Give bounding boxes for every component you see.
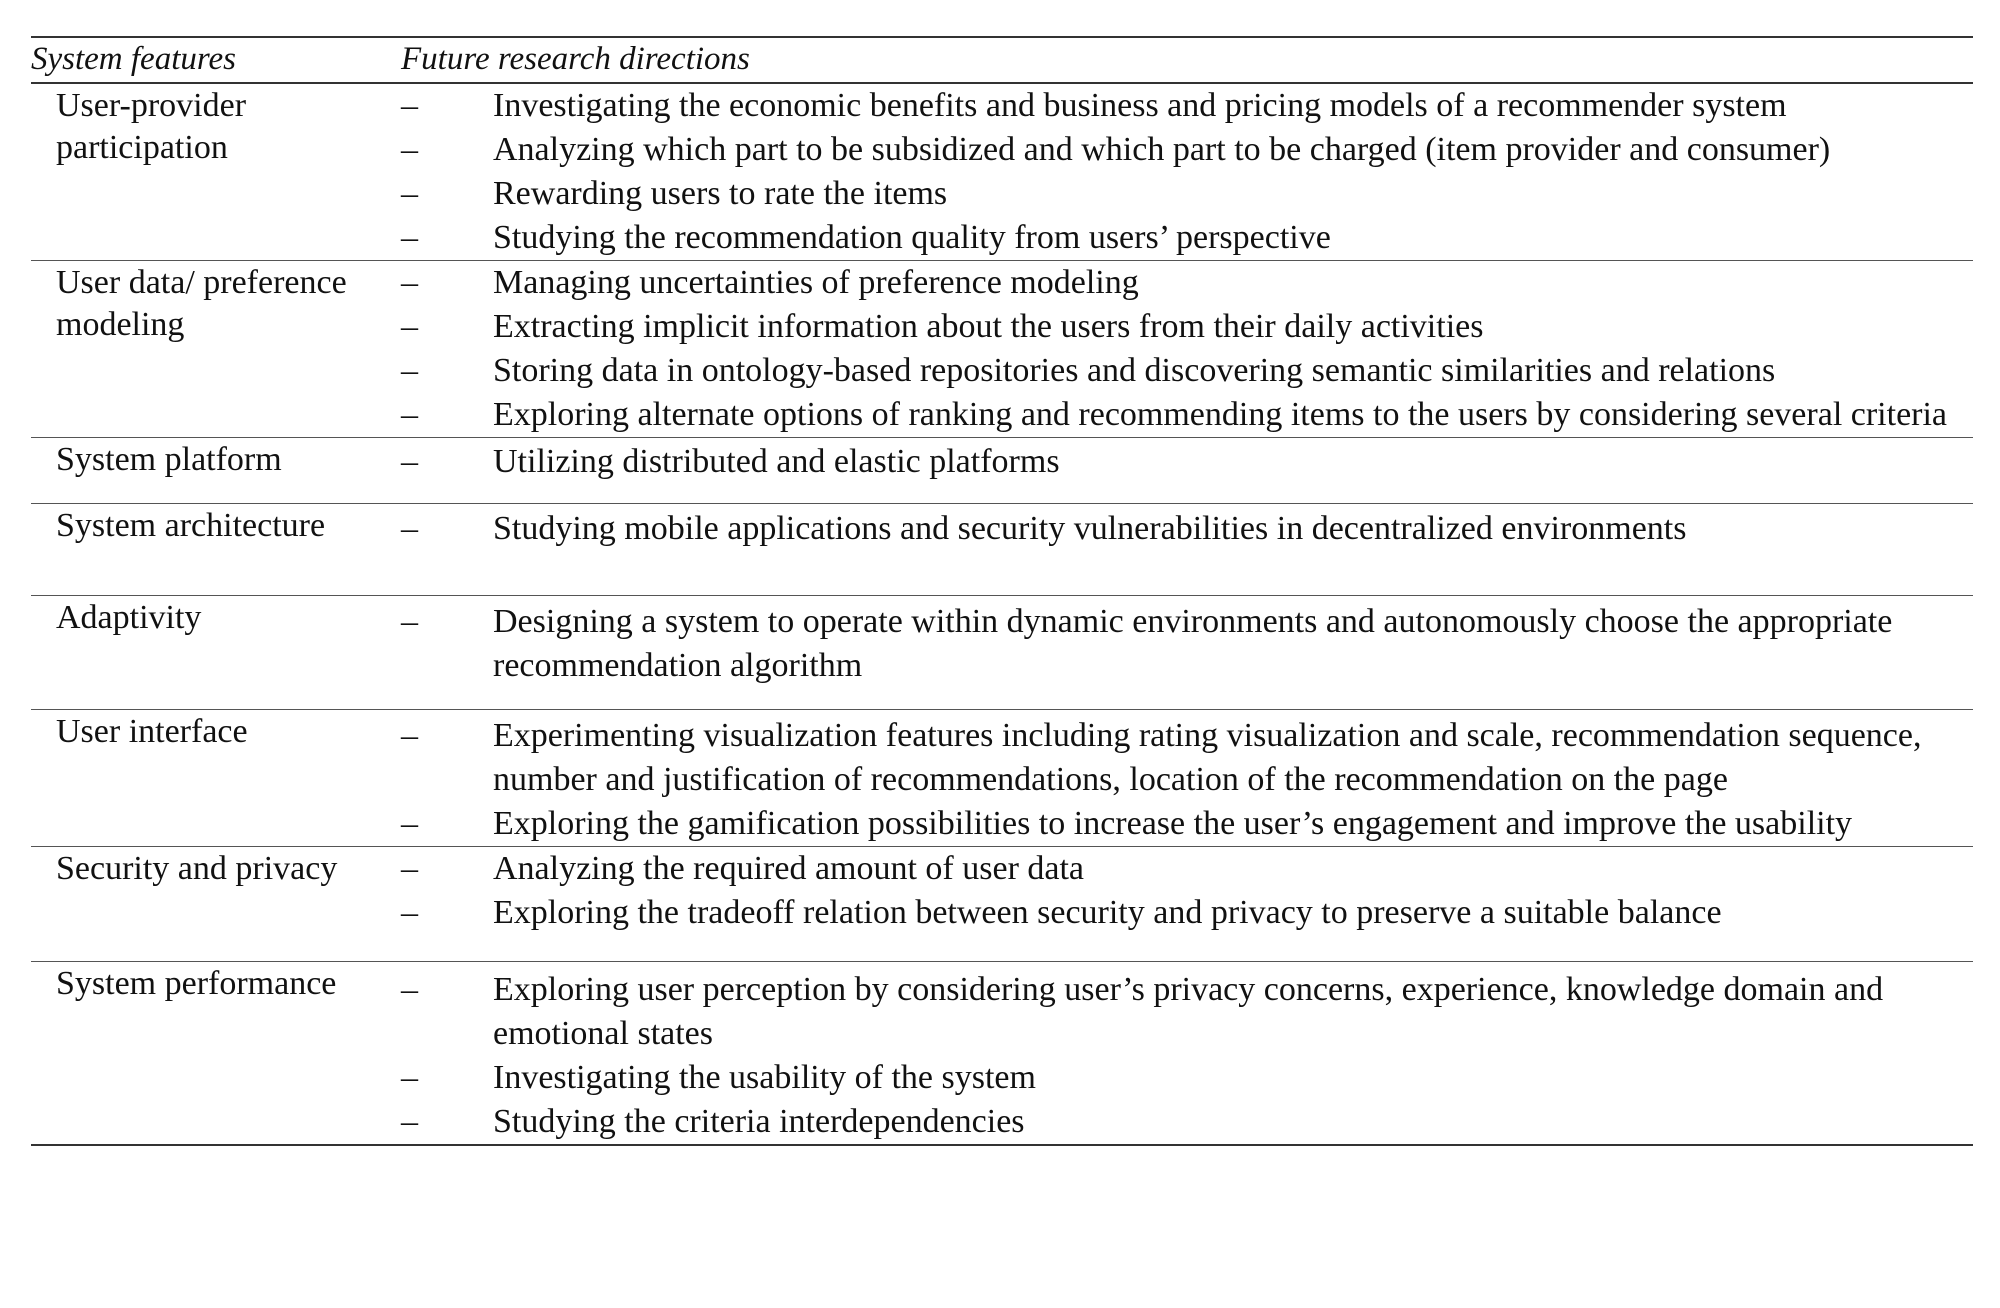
dash-bullet: –: [401, 850, 418, 887]
research-direction-text: Analyzing which part to be subsidized and which part to be charged (item provider and consumer): [493, 131, 1831, 168]
research-directions-table: [31, 36, 1973, 1146]
table-body: [31, 83, 1973, 1145]
research-direction-item: [401, 128, 1973, 172]
research-direction-text: Experimenting visualization features including rating visualization and scale, recommendation sequence, number and justification of recommendations, location of the recommendation on the page: [493, 717, 1922, 798]
research-direction-item: [401, 393, 1973, 437]
research-direction-item: [401, 891, 1973, 935]
system-feature-line: User interface: [56, 713, 248, 750]
research-direction-text: Exploring the gamification possibilities to increase the user’s engagement and improve the usability: [493, 805, 1853, 842]
dash-bullet: –: [401, 87, 418, 124]
research-direction-text: Rewarding users to rate the items: [493, 175, 948, 212]
system-feature-cell: [31, 596, 401, 710]
dash-bullet: –: [401, 894, 418, 931]
dash-bullet: –: [401, 396, 418, 433]
research-direction-text: Utilizing distributed and elastic platforms: [493, 443, 1060, 480]
research-directions-cell: [401, 261, 1973, 438]
dash-bullet: –: [401, 603, 418, 640]
research-direction-item: [401, 600, 1973, 688]
research-directions-list: [401, 596, 1973, 688]
research-direction-item: [401, 802, 1973, 846]
header-row: [31, 37, 1973, 83]
table-row: [31, 261, 1973, 438]
research-directions-list: [401, 847, 1973, 935]
research-direction-text: Studying mobile applications and security vulnerabilities in decentralized environments: [493, 510, 1687, 547]
system-feature-cell: [31, 847, 401, 962]
research-direction-text: Designing a system to operate within dynamic environments and autonomously choose the appropriate recommendation algorithm: [493, 603, 1893, 684]
dash-bullet: –: [401, 971, 418, 1008]
dash-bullet: –: [401, 443, 418, 480]
research-direction-text: Exploring the tradeoff relation between security and privacy to preserve a suitable balance: [493, 894, 1722, 931]
research-direction-item: [401, 847, 1973, 891]
research-directions-cell: [401, 710, 1973, 847]
dash-bullet: –: [401, 717, 418, 754]
table-row: [31, 438, 1973, 504]
table-row: [31, 83, 1973, 261]
research-directions-cell: [401, 83, 1973, 261]
research-direction-item: [401, 714, 1973, 802]
header-future-research-directions: Future research directions: [401, 41, 750, 77]
research-directions-list: [401, 261, 1973, 437]
research-direction-text: Analyzing the required amount of user data: [493, 850, 1085, 887]
research-directions-cell: [401, 596, 1973, 710]
research-direction-text: Extracting implicit information about the users from their daily activities: [493, 308, 1484, 345]
dash-bullet: –: [401, 131, 418, 168]
system-feature-line: Security and privacy: [56, 850, 338, 887]
research-direction-item: [401, 1056, 1973, 1100]
research-directions-cell: [401, 438, 1973, 504]
system-feature-cell: [31, 710, 401, 847]
dash-bullet: –: [401, 219, 418, 256]
research-direction-item: [401, 216, 1973, 260]
system-feature-cell: [31, 83, 401, 261]
dash-bullet: –: [401, 175, 418, 212]
research-directions-cell: [401, 962, 1973, 1146]
research-direction-text: Exploring user perception by considering user’s privacy concerns, experience, knowledge domain and emotional states: [493, 971, 1884, 1052]
research-direction-item: [401, 507, 1973, 551]
system-feature-line: participation: [56, 129, 228, 166]
research-directions-list: [401, 84, 1973, 260]
research-direction-text: Managing uncertainties of preference modeling: [493, 264, 1139, 301]
system-feature-line: Adaptivity: [56, 599, 202, 636]
research-directions-list: [401, 504, 1973, 551]
research-directions-cell: [401, 847, 1973, 962]
table-row: [31, 847, 1973, 962]
system-feature-line: System architecture: [56, 507, 326, 544]
table-row: [31, 710, 1973, 847]
system-feature-cell: [31, 504, 401, 596]
dash-bullet: –: [401, 805, 418, 842]
research-direction-item: [401, 440, 1973, 484]
research-direction-item: [401, 84, 1973, 128]
research-directions-list: [401, 710, 1973, 846]
research-directions-list: [401, 962, 1973, 1144]
header-system-features: System features: [31, 41, 236, 77]
research-direction-text: Investigating the usability of the system: [493, 1059, 1036, 1096]
system-feature-line: System performance: [56, 965, 337, 1002]
dash-bullet: –: [401, 352, 418, 389]
system-feature-cell: [31, 261, 401, 438]
research-direction-text: Investigating the economic benefits and business and pricing models of a recommender system: [493, 87, 1787, 124]
dash-bullet: –: [401, 264, 418, 301]
research-directions-list: [401, 438, 1973, 484]
system-feature-line: User-provider: [56, 87, 247, 124]
research-direction-item: [401, 172, 1973, 216]
system-feature-line: modeling: [56, 306, 185, 343]
system-feature-line: User data/ preference: [56, 264, 347, 301]
research-direction-item: [401, 349, 1973, 393]
system-feature-cell: [31, 438, 401, 504]
system-feature-cell: [31, 962, 401, 1146]
research-direction-item: [401, 261, 1973, 305]
research-direction-item: [401, 1100, 1973, 1144]
system-feature-line: System platform: [56, 441, 282, 478]
research-direction-text: Studying the criteria interdependencies: [493, 1103, 1025, 1140]
research-direction-item: [401, 305, 1973, 349]
table-row: [31, 504, 1973, 596]
research-direction-item: [401, 968, 1973, 1056]
research-directions-cell: [401, 504, 1973, 596]
table-row: [31, 962, 1973, 1146]
dash-bullet: –: [401, 1103, 418, 1140]
dash-bullet: –: [401, 308, 418, 345]
research-direction-text: Storing data in ontology-based repositories and discovering semantic similarities and relations: [493, 352, 1776, 389]
table-row: [31, 596, 1973, 710]
research-direction-text: Studying the recommendation quality from users’ perspective: [493, 219, 1331, 256]
dash-bullet: –: [401, 510, 418, 547]
dash-bullet: –: [401, 1059, 418, 1096]
research-direction-text: Exploring alternate options of ranking and recommending items to the users by considering several criteria: [493, 396, 1948, 433]
